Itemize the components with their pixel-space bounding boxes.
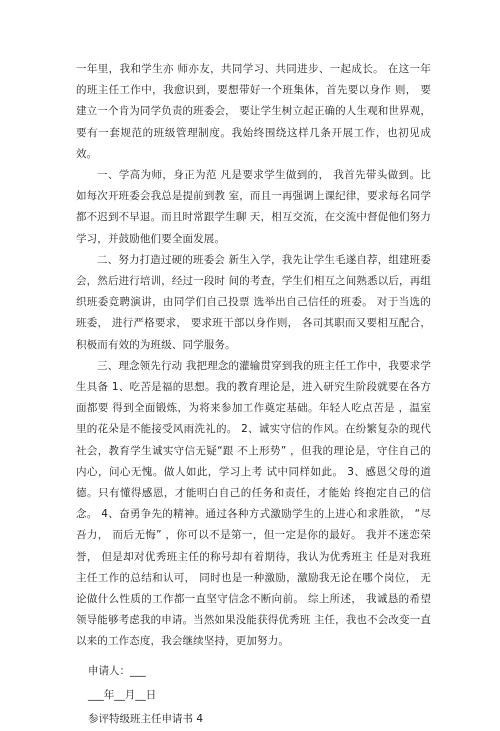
applicant-signature-line: 申请人：___ bbox=[88, 664, 146, 677]
paragraph-intro: 一年里，我和学生亦 师亦友，共同学习、共同进步、一起成长。 在这一年的班主任工作中，我愈识到，要想带好一个班集体，首先要以身作 则， 要建立一个肯为同学负责的班委会， 要让学生树立起正确的人生观和世界观， 要有一套规范的班级管理制度。我始终围绕这样几条开展工作，也初见成效。 bbox=[76, 63, 431, 160]
date-line: ___年__月__日 bbox=[88, 688, 157, 701]
next-document-title: 参评特级班主任申请书 4 bbox=[88, 712, 204, 725]
paragraph-section-two: 二、努力打造过硬的班委会 新生入学，我先让学生毛遂自荐，组建班委会，然后进行培训，经过一段时 间的考查，学生们相互之间熟悉以后，再组织班委竞聘演讲，由同学们自己投票 选举出自己信任的班委。 对于当选的班委， 进行严格要求， 要求班干部以身作则， 各司其职而又要相互配合，积极而有效的为班级、同学服务。 bbox=[76, 253, 431, 351]
paragraph-section-three: 三、理念领先行动 我把理念的灌输贯穿到我的班主任工作中，我要求学生具备 1、吃苦是福的思想。我的教育理论是，进入研究生阶段就要在各方面都要 得到全面锻炼，为将来参加工作奠定基础。年轻人吃点苦是 ，温室里的花朵是不能接受风雨洗礼的。 2、诚实守信的作风。在纷繁复杂的现代社会，教育学生诚实守信无疑“跟 不上形势” ，但我的理论是，守住自己的内心，问心无愧。做人如此，学习上考 试中同样如此。 3、感恩父母的道德。只有懂得感恩，才能明白自己的任务和责任，才能始 终抱定自己的信念。 4、奋勇争先的精神。通过各种方式激励学生的上进心和求胜欲， “尽吾力， 而后无悔” ，你可以不是第一，但一定是你的最好。 我并不迷恋荣誉， 但是却对优秀班主任的称号却有着期待，我认为优秀班主 任是对我班主任工作的总结和认可， 同时也是一种激励，激励我无论在哪个岗位， 无论做什么性质的工作都一直坚守信念不断向前。 综上所述， 我诚恳的希望领导能够考虑我的申请。当然如果没能获得优秀班 主任，我也不会改变一直以来的工作态度，我会继续坚持，更加努力。 bbox=[76, 359, 431, 648]
paragraph-section-one: 一、学高为师，身正为范 凡是要求学生做到的， 我首先带头做到。比如每次开班委会我总是提前到教 室，而且一再强调上课纪律，要求每名同学都不迟到不早退。而且时常跟学生聊 天，相互交流，在交流中督促他们努力学习，并鼓励他们要全面发展。 bbox=[76, 169, 431, 245]
document-body bbox=[76, 59, 431, 731]
